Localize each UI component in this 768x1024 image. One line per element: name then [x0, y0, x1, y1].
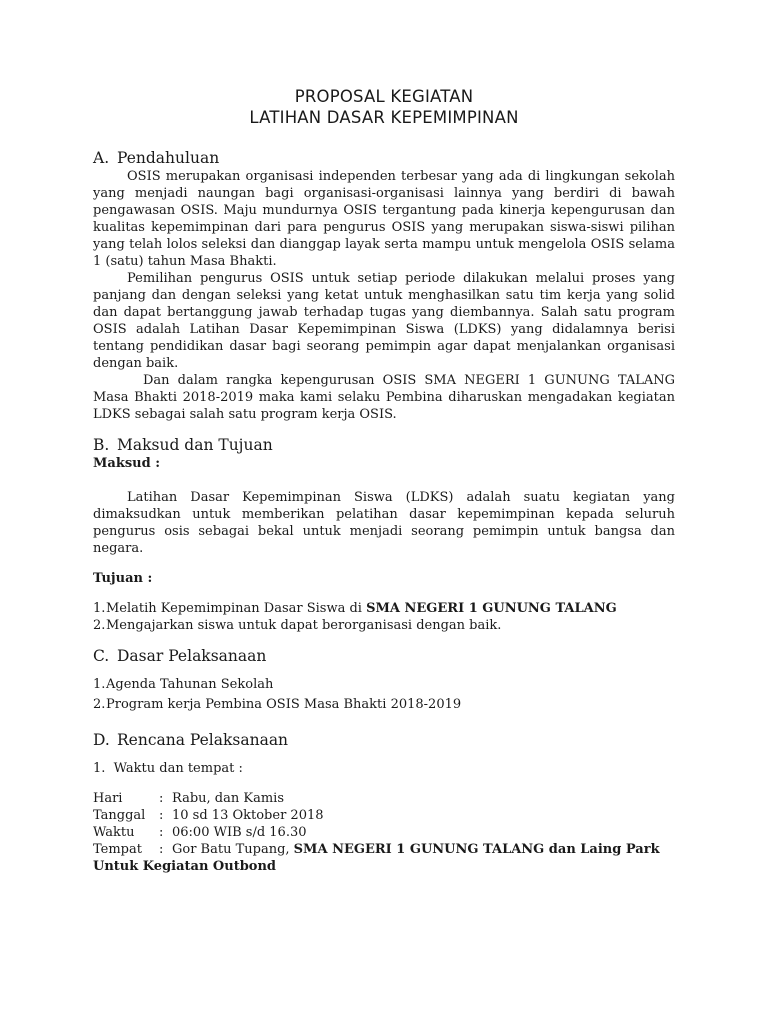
tempat-value: Gor Batu Tupang,: [172, 842, 294, 857]
section-a-title: Pendahuluan: [117, 149, 220, 167]
colon: :: [159, 791, 164, 806]
maksud-paragraph: Latihan Dasar Kepemimpinan Siswa (LDKS) adalah suatu kegiatan yang dimaksudkan untuk memberikan pelatihan dasar kepemimpinan kepada seluruh pengurus osis sebagai bekal untuk menjadi seorang pemimpin untuk bangsa dan negara.: [93, 490, 675, 556]
section-c-title: Dasar Pelaksanaan: [117, 647, 267, 665]
colon: :: [159, 842, 164, 857]
section-a-paragraph-2: Pemilihan pengurus OSIS untuk setiap periode dilakukan melalui proses yang panjang dan dengan seleksi yang ketat untuk menghasilkan satu tim kerja yang solid dan dapat bertanggung jawab terhadap tugas yang diembannya. Salah satu program OSIS adalah Latihan Dasar Kepemimpinan Siswa (LDKS) yang didalamnya berisi tentang pendidikan dasar bagi seorang pemimpin agar dapat menjalankan organisasi dengan baik.: [93, 271, 675, 371]
section-a-paragraph-1: OSIS merupakan organisasi independen terbesar yang ada di lingkungan sekolah yang menjadi naungan bagi organisasi-organisasi lainnya yang berdiri di bawah pengawasan OSIS. Maju mundurnya OSIS tergantung pada kinerja kepengurusan dan kualitas kepemimpinan dari para pengurus OSIS yang merupakan siswa-siswi pilihan yang telah lolos seleksi dan dianggap layak serta mampu untuk mengelola OSIS selama 1 (satu) tahun Masa Bhakti.: [93, 169, 675, 269]
tanggal-value: 10 sd 13 Oktober 2018: [172, 808, 324, 823]
section-a-letter: A.: [93, 149, 110, 167]
tempat-row: [93, 841, 675, 858]
section-d-heading: [93, 730, 675, 750]
tujuan-item-text: Mengajarkan siswa untuk dapat berorganisasi dengan baik.: [106, 618, 502, 633]
section-d-title: Rencana Pelaksanaan: [117, 731, 289, 749]
title-line-2: LATIHAN DASAR KEPEMIMPINAN: [249, 108, 519, 127]
tempat-row-continued: Untuk Kegiatan Outbond: [93, 859, 277, 874]
maksud-label: Maksud :: [93, 456, 161, 471]
section-a-heading: [93, 148, 675, 168]
section-c-letter: C.: [93, 647, 110, 665]
tujuan-item-2: [93, 617, 675, 634]
section-d-letter: D.: [93, 731, 110, 749]
tujuan-item-text: Melatih Kepemimpinan Dasar Siswa di: [106, 601, 367, 616]
section-a-paragraph-3: Dan dalam rangka kepengurusan OSIS SMA NEGERI 1 GUNUNG TALANG Masa Bhakti 2018-2019 maka kami selaku Pembina diharuskan mengadakan kegiatan LDKS sebagai salah satu program kerja OSIS.: [93, 373, 675, 422]
tujuan-label: Tujuan :: [93, 571, 153, 586]
document-page: [93, 86, 675, 875]
tempat-label: Tempat: [93, 842, 142, 857]
dasar-item-1: [93, 676, 675, 693]
section-c-heading: [93, 646, 675, 666]
tanggal-label: Tanggal: [93, 808, 146, 823]
colon: :: [159, 825, 164, 840]
tanggal-row: [93, 807, 675, 824]
tujuan-item-bold: SMA NEGERI 1 GUNUNG TALANG: [366, 601, 617, 616]
waktu-tempat-subheading: 1. Waktu dan tempat :: [93, 761, 243, 776]
hari-value: Rabu, dan Kamis: [172, 791, 284, 806]
waktu-label: Waktu: [93, 825, 135, 840]
tujuan-item-number: 2.: [93, 618, 106, 633]
hari-row: [93, 790, 675, 807]
section-b-letter: B.: [93, 436, 110, 454]
hari-label: Hari: [93, 791, 123, 806]
waktu-value: 06:00 WIB s/d 16.30: [172, 825, 307, 840]
tujuan-item-number: 1.: [93, 601, 106, 616]
waktu-row: [93, 824, 675, 841]
section-b-title: Maksud dan Tujuan: [117, 436, 273, 454]
colon: :: [159, 808, 164, 823]
dasar-item-number: 1.: [93, 677, 106, 692]
title-line-1: PROPOSAL KEGIATAN: [294, 87, 474, 106]
dasar-item-number: 2.: [93, 697, 106, 712]
dasar-item-2: [93, 696, 675, 713]
tujuan-item-1: [93, 600, 675, 617]
tempat-value-bold: SMA NEGERI 1 GUNUNG TALANG dan Laing Park: [293, 842, 660, 857]
section-b-heading: [93, 435, 675, 455]
document-title: [93, 86, 675, 128]
dasar-item-text: Program kerja Pembina OSIS Masa Bhakti 2018-2019: [106, 697, 462, 712]
dasar-item-text: Agenda Tahunan Sekolah: [106, 677, 274, 692]
